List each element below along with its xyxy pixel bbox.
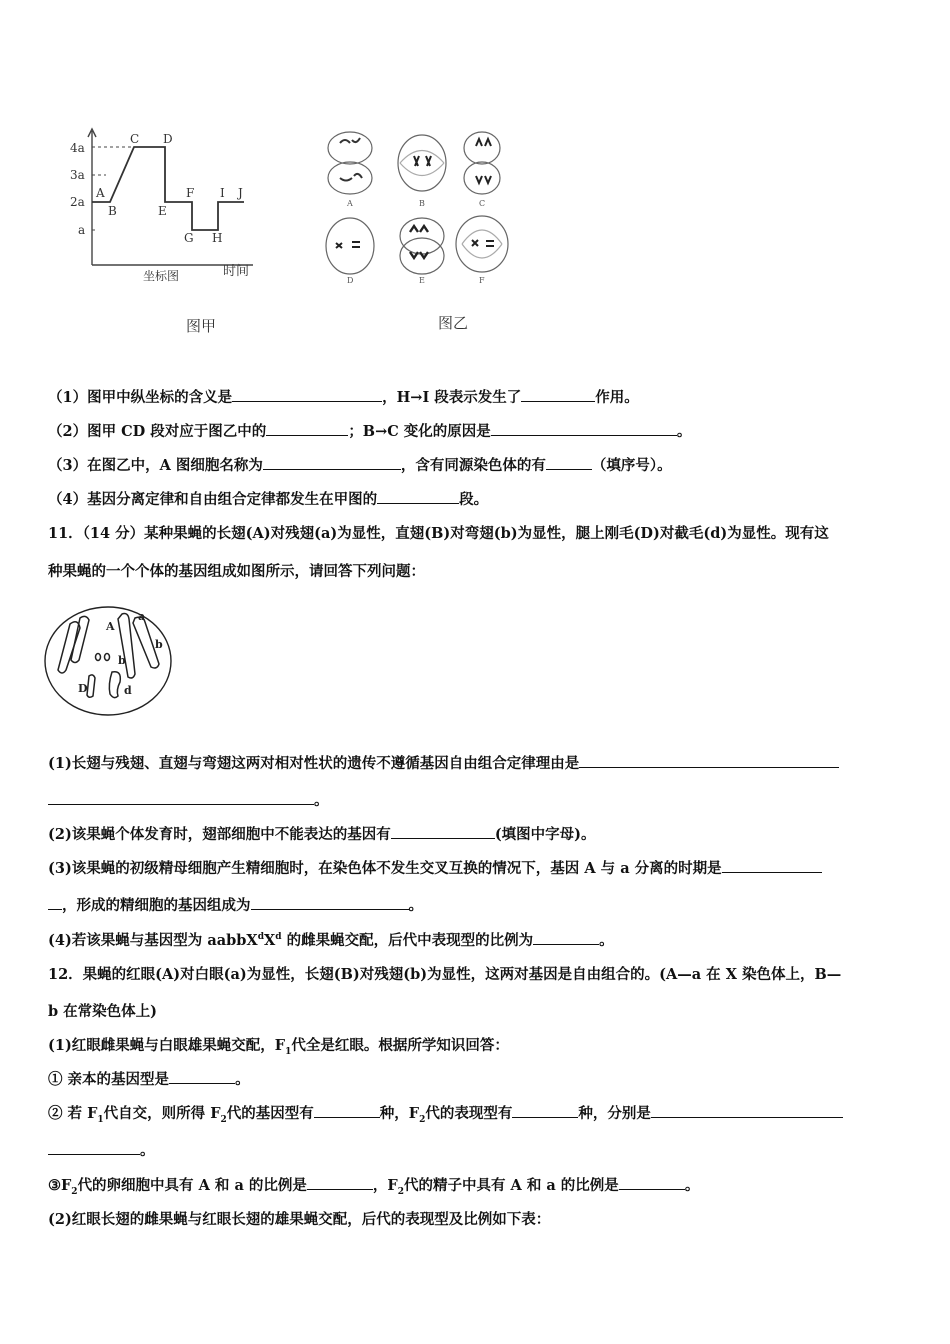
q12-c1: ① 亲本的基因型是 。 — [48, 1071, 250, 1088]
answer-blank[interactable] — [491, 421, 677, 436]
point-label: J — [238, 186, 243, 200]
figure-jia-chart — [68, 125, 268, 285]
answer-blank[interactable] — [546, 455, 592, 470]
point-label: B — [108, 204, 117, 218]
point-label: D — [163, 132, 173, 146]
chromosome — [71, 616, 89, 662]
q10-line-4: （4）基因分离定律和自由组合定律都发生在甲图的 段。 — [48, 491, 489, 508]
answer-blank[interactable] — [251, 895, 409, 910]
y-tick-3a: 3a — [70, 168, 85, 182]
cell-d — [326, 218, 374, 274]
answer-blank[interactable] — [512, 1103, 578, 1118]
point-label: I — [220, 186, 225, 200]
q11-p3: (3)该果蝇的初级精母细胞产生精细胞时，在染色体不发生交叉互换的情况下，基因 A 与 a 分离的时期是 — [48, 857, 822, 878]
q10-line-1: （1）图甲中纵坐标的含义是 ，H→I 段表示发生了 作用。 — [48, 389, 639, 406]
figure-yi-cells — [320, 128, 530, 288]
gene-label: a — [138, 610, 146, 623]
answer-blank[interactable] — [722, 858, 822, 873]
y-tick-2a: 2a — [70, 195, 85, 209]
cell-a — [328, 132, 372, 194]
cell-b — [398, 135, 446, 191]
point-label: H — [212, 231, 223, 245]
q12-c2: ② 若 $F_1$代自交，则所得 $F_2$代的基因型有 种，$F_2$代的表现型有 种，分别是 — [48, 1102, 843, 1125]
chromosome — [105, 654, 110, 661]
answer-blank[interactable] — [266, 421, 348, 436]
gene-label: D — [78, 682, 88, 695]
gene-label: b — [118, 654, 126, 667]
q10-line-2: （2）图甲 CD 段对应于图乙中的 ；B→C 变化的原因是 。 — [48, 423, 692, 440]
answer-blank[interactable] — [391, 824, 495, 839]
answer-blank[interactable] — [651, 1103, 843, 1118]
y-tick-a: a — [78, 223, 86, 237]
q12-p1: (1)红眼雌果蝇与白眼雄果蝇交配，$F_1$代全是红眼。根据所学知识回答： — [48, 1037, 509, 1057]
answer-blank[interactable] — [619, 1175, 685, 1190]
q12-intro-1: 12．果蝇的红眼(A)对白眼(a)为显性，长翅(B)对残翅(b)为显性，这两对基因是自由组合的。(A—a 在 X 染色体上，B— — [48, 966, 842, 983]
cell-label: C — [479, 199, 486, 208]
q11-p4: (4)若该果蝇与基因型为 $aabbX^dX^d$ 的雌果蝇交配，后代中表现型的比例为 。 — [48, 932, 614, 949]
q11-intro-1: 11．（14 分）某种果蝇的长翅(A)对残翅(a)为显性，直翅(B)对弯翅(b)为显性，腿上刚毛(D)对截毛(d)为显性。现有这 — [48, 525, 829, 542]
point-label: A — [96, 186, 105, 200]
answer-blank[interactable] — [263, 455, 401, 470]
chromosome — [87, 675, 95, 697]
q11-p2: (2)该果蝇个体发育时，翅部细胞中不能表达的基因有 (填图中字母)。 — [48, 826, 596, 843]
cell-e — [400, 218, 444, 274]
q11-p3-cont: ，形成的精细胞的基因组成为 。 — [48, 894, 423, 915]
x-axis-label: 时间 — [223, 264, 250, 279]
q12-c2-cont: 。 — [48, 1139, 155, 1160]
cell-label: F — [479, 276, 485, 285]
answer-blank[interactable] — [314, 1103, 380, 1118]
cell-c — [464, 132, 500, 194]
figure-jia-caption: 图甲 — [186, 317, 217, 335]
q12-intro-2: b 在常染色体上) — [48, 1003, 158, 1020]
cell-label: E — [419, 276, 425, 285]
answer-blank[interactable] — [48, 1140, 140, 1155]
answer-blank[interactable] — [377, 489, 459, 504]
q10-line-3: （3）在图乙中，A 图细胞名称为 ，含有同源染色体的有 （填序号）。 — [48, 457, 672, 474]
answer-blank[interactable] — [533, 930, 599, 945]
q11-p1-cont: 。 — [48, 789, 329, 810]
answer-blank[interactable] — [232, 387, 382, 402]
gene-label: b — [155, 638, 163, 651]
answer-blank[interactable] — [579, 753, 839, 768]
point-label: G — [184, 231, 194, 245]
chart-inner-label: 坐标图 — [143, 269, 180, 283]
y-tick-4a: 4a — [70, 141, 85, 155]
cell-label: B — [419, 199, 425, 208]
point-label: E — [158, 204, 167, 218]
point-label: F — [186, 186, 195, 200]
point-label: C — [130, 132, 140, 146]
gene-label: d — [124, 684, 132, 697]
answer-blank[interactable] — [48, 895, 62, 910]
q11-intro-2: 种果蝇的一个个体的基因组成如图所示，请回答下列问题： — [48, 563, 425, 580]
chromosome — [58, 622, 80, 673]
answer-blank[interactable] — [307, 1175, 373, 1190]
fly-genotype-cell — [42, 604, 177, 719]
answer-blank[interactable] — [521, 387, 595, 402]
chromosome — [96, 654, 101, 661]
chromosome — [109, 672, 120, 698]
answer-blank[interactable] — [48, 790, 314, 805]
cell-label: D — [347, 276, 354, 285]
cell-f — [456, 216, 508, 272]
q12-p2: (2)红眼长翅的雌果蝇与红眼长翅的雄果蝇交配，后代的表现型及比例如下表： — [48, 1211, 551, 1228]
answer-blank[interactable] — [169, 1069, 235, 1084]
cell-label: A — [347, 199, 353, 208]
gene-label: A — [106, 620, 115, 633]
figure-yi-caption: 图乙 — [438, 314, 469, 332]
q11-p1: (1)长翅与残翅、直翅与弯翅这两对相对性状的遗传不遵循基因自由组合定律理由是 — [48, 752, 839, 773]
q12-c3: $③F_2$代的卵细胞中具有 A 和 a 的比例是 ，$F_2$代的精子中具有 A 和 a 的比例是 。 — [48, 1177, 700, 1197]
